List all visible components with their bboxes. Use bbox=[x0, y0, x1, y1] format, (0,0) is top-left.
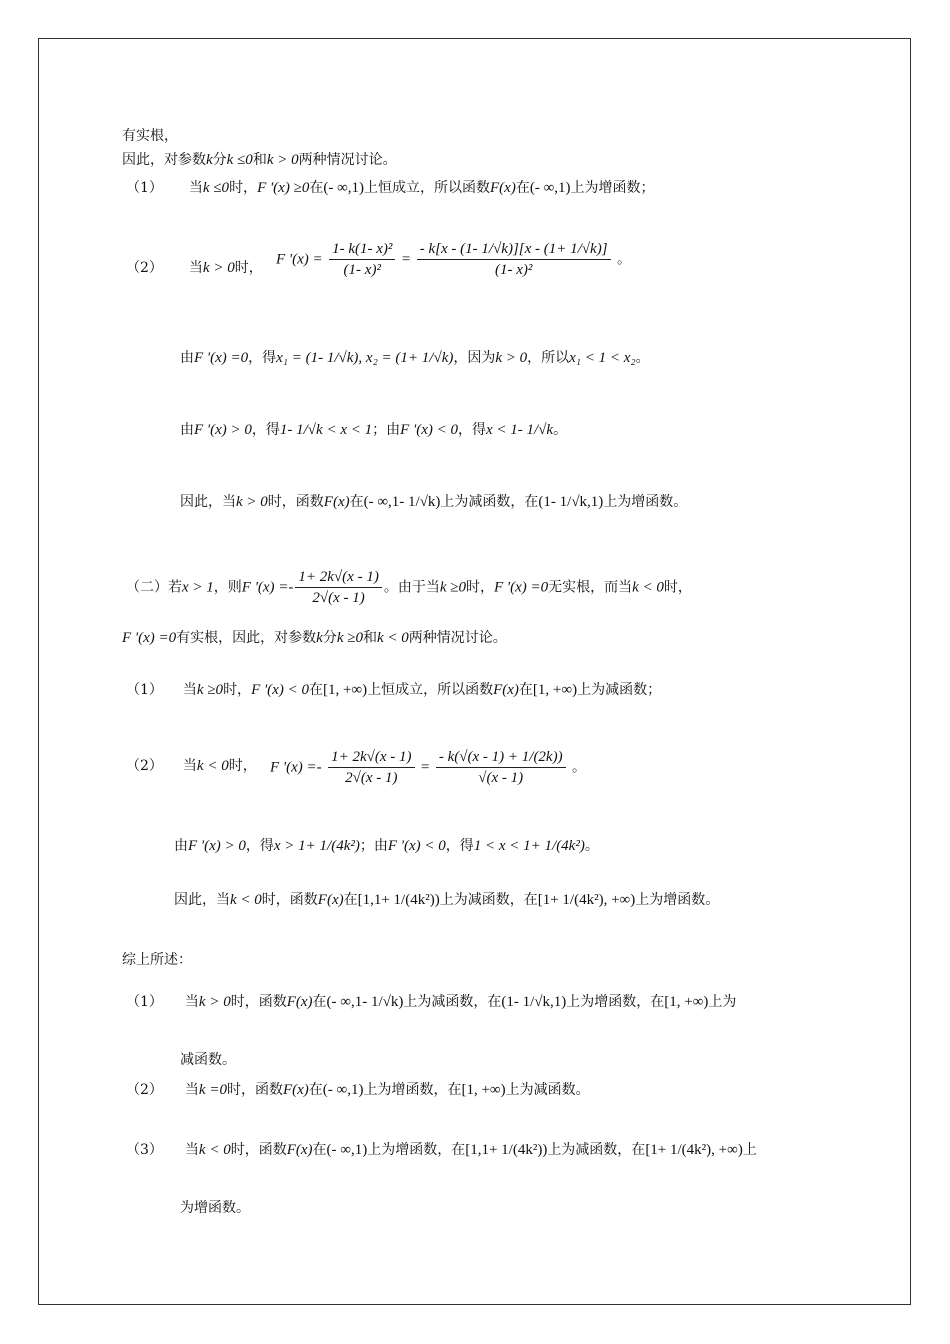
page-border bbox=[38, 38, 911, 1305]
text-line: （2） 当k < 0时， bbox=[126, 758, 257, 774]
text-line: （3） 当k < 0时，函数F(x)在(- ∞,1)上为增函数，在[1,1+ 1/(4k²))上为减函数，在[1+ 1/(4k²), +∞)上 bbox=[126, 1142, 757, 1158]
text-line: 减函数。 bbox=[180, 1052, 236, 1068]
text-line: （2） 当k > 0时， bbox=[126, 260, 263, 276]
formula: F '(x) = $\frac{\text{1- k(1- x)²}}{\text{(1- x)²}}$ = $\frac{- k[x - (1- 1/√k)][x - (1+ 1/√k)]}{\text{(1- x)²}}$ 。 bbox=[276, 241, 631, 278]
text-line: 由F '(x) =0，得x₁ = (1- 1/√k), x₂ = (1+ 1/√k)，因为k > 0，所以x₁ < 1 < x₂。 bbox=[180, 350, 650, 366]
text-line: 为增函数。 bbox=[180, 1200, 250, 1216]
text-line: （1） 当k ≥0时，F '(x) < 0在[1, +∞)上恒成立，所以函数F(x)在[1, +∞)上为减函数； bbox=[126, 682, 662, 698]
text-line: （二）若x > 1，则F '(x) =- $\frac{1+ 2k√(x - 1)}{2√(x - 1)}$ 。由于当k ≥0时，F '(x) =0无实根，而当k < 0时， bbox=[126, 569, 692, 606]
text-line: 因此，对参数k分k ≤0和k > 0两种情况讨论。 bbox=[122, 152, 397, 168]
text-line: F '(x) =0有实根，因此，对参数k分k ≥0和k < 0两种情况讨论。 bbox=[122, 630, 507, 646]
text-line: 因此，当k > 0时，函数F(x)在(- ∞,1- 1/√k)上为减函数，在(1- 1/√k,1)上为增函数。 bbox=[180, 494, 688, 510]
text-line: （1） 当k > 0时，函数F(x)在(- ∞,1- 1/√k)上为减函数，在(1- 1/√k,1)上为增函数，在[1, +∞)上为 bbox=[126, 994, 737, 1010]
text-line: （2） 当k =0时，函数F(x)在(- ∞,1)上为增函数，在[1, +∞)上为减函数。 bbox=[126, 1082, 590, 1098]
formula: F '(x) =- $\frac{1+ 2k√(x - 1)}{2√(x - 1)}$ = $\frac{- k(√(x - 1) + 1/(2k))}{√(x - 1)}$ 。 bbox=[270, 749, 587, 786]
text-line: （1） 当k ≤0时，F '(x) ≥0在(- ∞,1)上恒成立，所以函数F(x)在(- ∞,1)上为增函数； bbox=[126, 180, 655, 196]
text-line: 综上所述： bbox=[122, 952, 192, 968]
text-line: 有实根， bbox=[122, 128, 178, 144]
text-line: 由F '(x) > 0，得1- 1/√k < x < 1；由F '(x) < 0，得x < 1- 1/√k。 bbox=[180, 422, 568, 438]
text-line: 因此，当k < 0时，函数F(x)在[1,1+ 1/(4k²))上为减函数，在[1+ 1/(4k²), +∞)上为增函数。 bbox=[174, 892, 720, 908]
text-line: 由F '(x) > 0，得x > 1+ 1/(4k²)；由F '(x) < 0，得1 < x < 1+ 1/(4k²)。 bbox=[174, 838, 599, 854]
